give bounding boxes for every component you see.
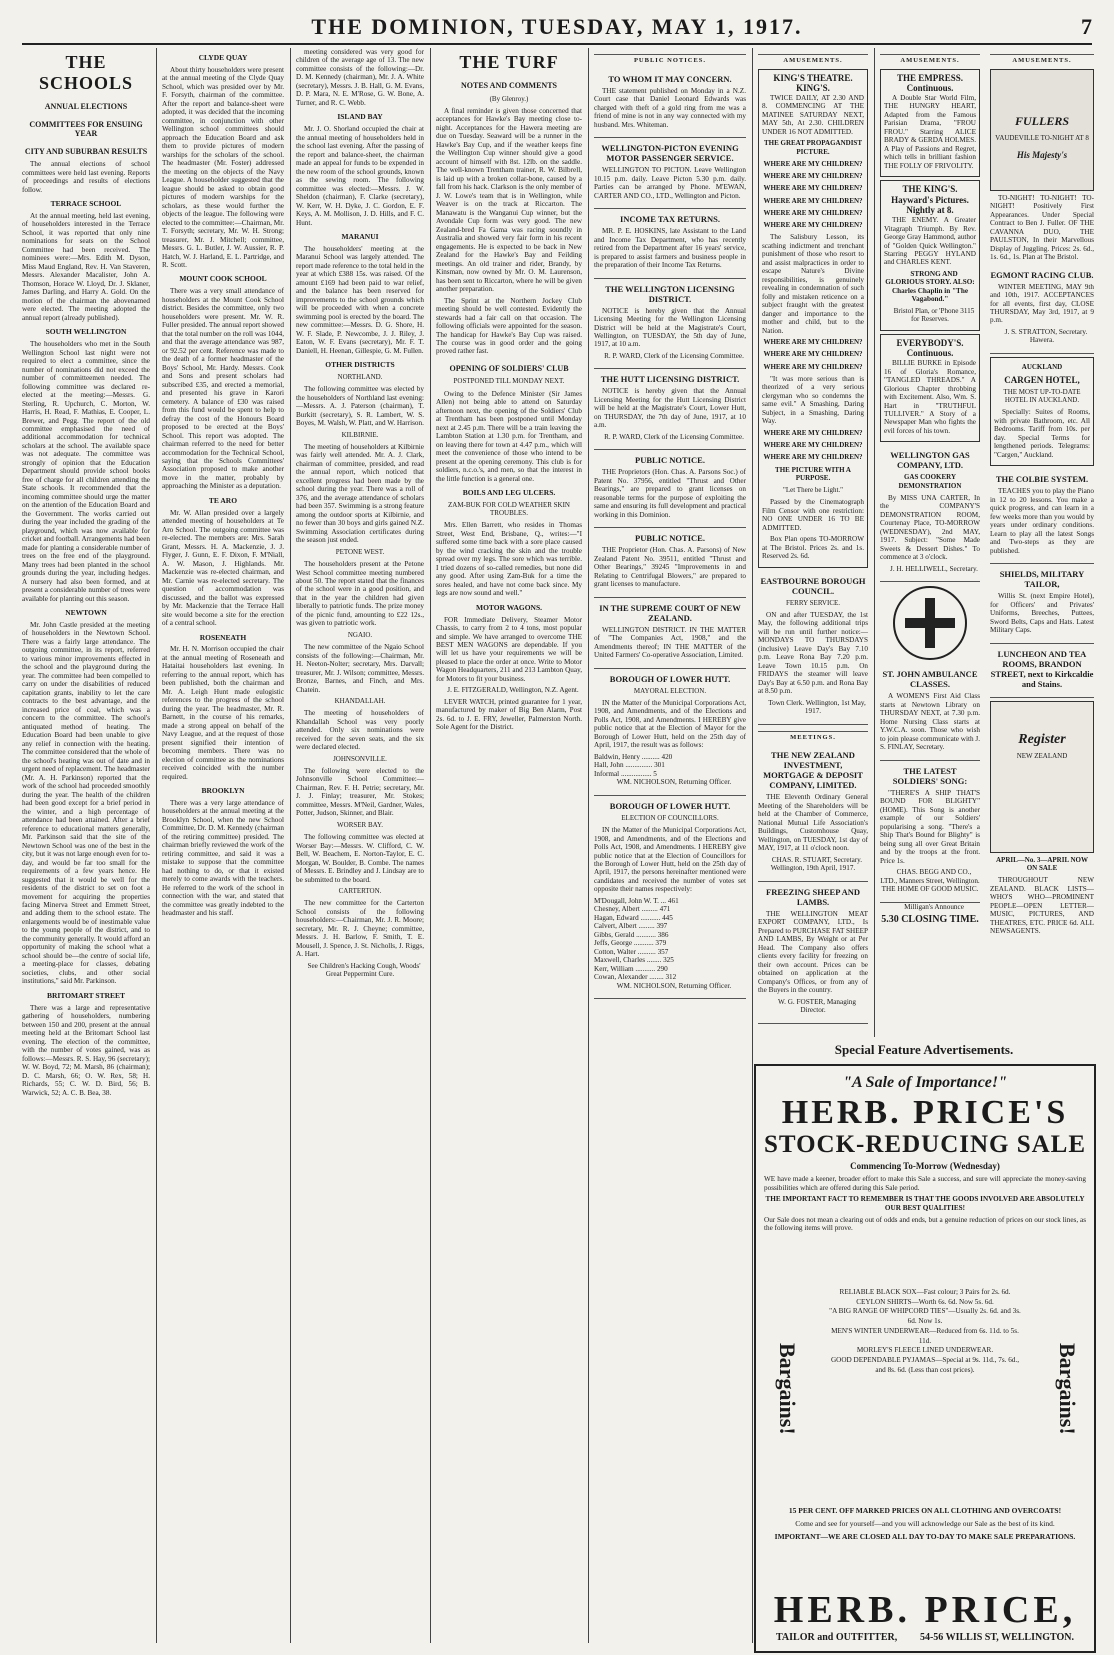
closing-time: 5.30 CLOSING TIME. [881,914,979,926]
ngaio-heading: NGAIO. [347,630,373,639]
feature-line: WHERE ARE MY CHILDREN? [763,362,863,371]
advert-prices: Bristol Plan, or 'Phone 3115 for Reserves. [893,306,975,324]
schools-column-2 [162,48,284,1643]
closed-notice: IMPORTANT—WE ARE CLOSED ALL DAY TO-DAY TO MAKE SALE PREPARATIONS. [774,1532,1076,1541]
notice-text: MR. P. E. HOSKINS, late Assistant to the Land and Income Tax Department, who has recently retired from the Department after 16 years' service, is prepared to assist farmers and business people in the preparation of their Income Tax Returns. [594,227,746,270]
brooklyn-article: There was a very large attendance of householders at the annual meeting at the Brooklyn School, when the new School Committee, Dr. D. M. Kennedy (chairman of the retiring committee) presided. The chairman briefly reviewed the work of the retiring committee, and said it was a mistake to suppose that the committee had nothing to do, or that it existed merely to come awards with the teachers. He referred to the work of the school in connection with the war, and stated that the committee was greatly indebted to the headmaster and his staff. [162,799,284,918]
notice-title: THE LATEST SOLDIERS' SONG: [892,765,968,786]
notice-title: WELLINGTON-PICTON EVENING MOTOR PASSENGER SERVICE. [601,143,739,164]
discount-line: 15 PER CENT. OFF MARKED PRICES ON ALL CLOTHING AND OVERCOATS! [788,1506,1062,1515]
sale-text: Our Sale does not mean a clearing out of odds and ends, but a genuine reduction of prices on our stock lines, as the following items will prove. [764,1215,1086,1233]
advert-title: KING'S THEATRE. KING'S. [773,72,853,94]
milligans-announce: Milligan's Announce [904,902,964,911]
ngaio-article: The new committee of the Ngaio School consists of the following:—Chairman, Mr. H. Neeton-Nolter; secretary, Mrs. Darvall; treasurer, Mr. J. Wilson; committee, Messrs. Bronze, Barnes, and Finch, and Mrs. Chatein. [296,643,424,694]
footer-row [756,1632,1094,1643]
advert-text: "It was more serious than is theorized of a very serious clergyman who so condemns the same evil." A Smashing, Daring Subject, in a Smashing, Daring Way. [762,374,864,426]
notice-title: BOROUGH OF LOWER HUTT. [609,673,731,684]
sale-importance: "A Sale of Importance!" [843,1074,1007,1091]
city-name: AUCKLAND [1021,362,1063,371]
result-line: Baldwin, Henry .......... 420 [594,752,673,761]
notice-text: NOTICE is hereby given that the Annual Licensing Meeting for the Wellington Licensing District will be held at the Magistrate's Court, Wellington, on TUESDAY, the 5th day of June, 1917, at 10 a.m. [594,306,746,349]
register-subtitle: NEW ZEALAND [1016,751,1068,760]
notice-text: THE Proprietors (Hon. Chas. A. Parsons Soc.) of Patent No. 37956, entitled "Thrust and Other Bearings," are prepared to grant licenses on reasonable terms for the purpose of exploiting the same and ensuring its full development and practical working in this Dominion. [594,468,746,519]
notice [594,69,746,138]
khandallah-heading: KHANDALLAH. [334,697,386,706]
notice-text: WELLINGTON DISTRICT. IN THE MATTER of "The Companies Act, 1908," and the Amendments thereof; IN THE MATTER of the United Farmers' Co-operative Association, Limited. [594,625,746,660]
turf-article: A final reminder is given those concerned that acceptances for Hawke's Bay meeting close to-night. Acceptances for the Hawera meeting are due on Tuesday. Seaward will be a runner in the Hawke's Bay Cup, and if the weather keeps fine the Wellington Cup winner should give a good account of himself with 8st. 12lb. on the saddle. The well-known Trentham trainer, R. W. Bilbrell, is laid up with a broken collar-bone, caused by a fall from his hack. Clarkson is the only member of J. W. Lowe's team that is in Wellington, while Weaver is on the track at Riccarton. The Manawatu is the Wanganui Cup winner, but the Avondale Cup form was very good. The new Zealand-bred Fa Gama was racing soundly in Australia and showed very fair form in his recent engagements. He is expected to be back in New Zealand for the Hawke's Bay and Feilding meetings. An old trainer and rider, Brandy, by Kinsman, now owned by Mr. O. M. Laurenson, has been sent to Riccarton, where he will be given another preparation. [436,106,582,294]
register-illustration [990,701,1094,853]
advert-title: THE KING'S. Hayward's Pictures. Nightly at 8. [891,184,969,216]
fullers-logo [990,69,1094,191]
tailor-label: TAILOR and OUTFITTER, [776,1632,898,1643]
notice-text: IN the Matter of the Municipal Corporations Act, 1908, and Amendments, and of the Elections and Polls Act, 1908, and Amendments. I HEREBY give public notice that at the Election of Mayor for the Borough of Lower Hutt, held on the 25th day of April, 1917, the result was as follows: [594,698,746,750]
everybodys-advert [880,334,980,443]
notice-subtitle: FERRY SERVICE. [785,598,841,607]
notice-title: EASTBOURNE BOROUGH COUNCIL. [760,575,866,596]
notice-title: PUBLIC NOTICE. [635,533,705,544]
hotel-tagline: THE MOST UP-TO-DATE HOTEL IN AUCKLAND. [1003,387,1081,405]
carterton-heading: CARTERTON. [338,887,382,896]
hotel-text: Specially: Suites of Rooms, with private Bathroom, etc. All Bedrooms. Tariff from 10s. per day. Special Terms for lengthened periods. Telegrams: "Cargen," Auckland. [994,408,1090,459]
column-divider [290,48,291,1643]
notice-title: EGMONT RACING CLUB. [990,269,1094,280]
notice [594,598,746,669]
notice-signature: WM. NICHOLSON, Returning Officer. [616,981,732,990]
fullers-name: FULLERS [1014,113,1069,128]
come-see-line: Come and see for yourself—and you will acknowledge our Sale as the best of its kind. [795,1519,1055,1528]
notice [594,450,746,528]
feature-line: WHERE ARE MY CHILDREN? [763,159,863,168]
clyde-quay-article: About thirty householders were present at the annual meeting of the Clyde Quay School, which was presided over by Mr. F. Forsyth, chairman of the committee. After the report and balance-sheet were adopted, it was decided that the incoming committee, in conjunction with other Wellington school committees should approach the Education Board and ask them to provide pictures of modern warships for the scholars of the school. The headmaster (Mr. Foster) addressed the meeting on the objects of the Navy League. A householder suggested that the league should be asked to obtain good pictures of modern warships for the scholars, as these would further the objects of the league. The following were elected to the committee:—Chairman, Mr. T. Forsyth; secretary, Mr. W. H. Strong; treasurer, Mr. J. Mitchell; committee, Messrs. G. L. Butler, J. W. Aussier, R. P. Hatch, W. J. Harland, E. L. Partridge, and R. Scott. [162,65,284,269]
turf-column [436,48,582,1643]
page-number: 7 [1081,14,1092,39]
cargen-hotel-advert [990,357,1094,466]
soldiers-club-article: Owing to the Defence Minister (Sir James Allen) not being able to attend on Saturday afternoon next, the opening of the Soldiers' Club at Trentham has been postponed until Monday next at 2.45 p.m. There will be a train leaving the Lambton Station at 1.30 p.m. for Trentham, and on leaving there for town at 4.47 p.m., which will meet the convenience of those who intend to be present at the opening ceremony. This club is for soldiers, n.c.o.'s, and men, so that the interest in the little function is a general one. [436,389,582,483]
notice [594,279,746,370]
soldiers-song-notice [880,761,980,903]
feature-line: WHERE ARE MY CHILDREN? [763,172,863,181]
column-divider [752,48,753,1643]
notice-signature: CHAS. R. STUART, Secretary. Wellington, 19th April, 1917. [770,855,863,873]
feature-line: WHERE ARE MY CHILDREN? [763,221,863,230]
britomart-article: There was a large and representative gathering of householders, numbering between 150 and 200, present at the annual meeting held at the Britomart School last evening. The election of the committee, with the number of votes gained, was as follows:—Messrs. R. S. Hay, 96 (secretary); W. W. Boyd, 72; M. Marsh, 86 (chairman); D. C. Marsh, 66; O. W. Rex, 58; H. Richards, 55; C. W. D. Bird, 56; B. Warwick, 52; A. C. B. Bea, 38. [22,1003,150,1097]
notice-subtitle: GAS COOKERY DEMONSTRATION [898,473,962,490]
special-feature-heading: Special Feature Advertisements. [834,1042,1014,1057]
amusements-column [758,48,868,1038]
notice-text: THE WELLINGTON MEAT EXPORT COMPANY, LTD., Is Prepared to PURCHASE FAT SHEEP AND LAMBS, By Weight or at Per Head. The Company also offers clients every facility for freezing on their own account. Prices can be obtained on application at the Company's Offices, or from any of the Buyers in the country. [758,909,868,995]
turf-article-2: The Sprint at the Northern Jockey Club meeting should be well contested. Evidently the stewards had a fair call on that occasion. The following officials were appointed for the season. The handicap for Hawke's Bay Cup was raised. The course was in good order and the going proved rather fast. [436,296,582,356]
soldiers-club-heading: OPENING OF SOLDIERS' CLUB [449,363,569,373]
ambulance-notice [880,664,980,760]
boils-subheading: ZAM-BUK FOR COLD WEATHER SKIN TROUBLES. [448,500,570,518]
his-majestys-line: His Majesty's [1016,149,1068,160]
kings-pictures-advert [880,180,980,331]
roseneath-heading: ROSENEATH [199,632,247,642]
notice-title: THE COLBIE SYSTEM. [995,474,1089,485]
worser-bay-heading: WORSER BAY. [337,820,383,829]
herb-price-footer [756,1588,1094,1643]
notice-text: IN the Matter of the Municipal Corporations Act, 1908, and Amendments, and of the Elections and Polls Act, 1908, and Amendments. I HEREBY give public notice that at the Election of Councillors for the Borough of Lower Hutt, held on the 25th day of April, 1917, the persons hereinafter mentioned were candidates and received the number of votes set opposite their names respectively: [594,826,746,894]
petone-article: The householders present at the Petone West School committee meeting numbered about 50. The report stated that the finances of the school were in a good position, and that in the year the children had given liberally to patriotic funds. The prize money of the picnic fund, amounting to £22 12s., was given to patriotic work. [296,560,424,628]
notice-subtitle: ELECTION OF COUNCILLORS. [621,813,719,822]
notice-title: BOROUGH OF LOWER HUTT. [609,800,731,811]
notice-signature: Town Clerk. Wellington, 1st May, 1917. [768,698,866,716]
clyde-quay-heading: CLYDE QUAY [198,53,248,62]
notice-text: ON and after TUESDAY, the 1st May, the following additional trips will be run until further notice:— MONDAYS TO THURSDAYS (inclusive) Leave Day's Bay 7.10 p.m. Leave Rona Bay 7.20 p.m. Leave Town 10.15 p.m. On FRIDAYS the steamer will leave Day's Bay at 6.50 p.m. and Rona Bay at 8.50 p.m. [758,610,868,696]
column-divider [874,48,875,1037]
lever-watch-advert: LEVER WATCH, printed guarantee for 1 year, manufactured by maker of Big Ben Alarm, Post 2s. 6d. to J. E. FRY, Jeweller, Palmerston North. Sole Agent for the District. [436,697,582,732]
notice-text: By MISS UNA CARTER, In the COMPANY'S DEMONSTRATION ROOM, Courtenay Place, TO-MORROW (WEDNESDAY), 2nd MAY, 1917. Subject: "Some Made Sweets & Dessert Dishes." To commence at 3 o'clock. [880,493,980,562]
notice-title: PUBLIC NOTICE. [635,455,705,466]
cough-advert: See Children's Hacking Cough, Woods' Great Peppermint Cure. [307,961,421,979]
notice-text: A WOMEN'S First Aid Class starts at Newtown Library on THURSDAY NEXT, at 7.30 p.m. Home Nursing Class starts at Y.W.C.A. soon. Those who wish to join please communicate with J. S. FINLAY, Secretary. [880,692,980,752]
colbie-notice [990,469,1094,564]
egmont-racing-notice [990,265,1094,354]
bargains-side-label: Bargains! [1055,1342,1080,1435]
notice-text: TEACHES you to play the Piano in 12 to 20 lessons. You make a quick progress, and can learn in a few weeks more than you would by years under ordinary conditions. Learn to play all the latest Songs and Two-steps as they are published. [990,487,1094,555]
kings-theatre-advert [758,69,868,568]
te-aro-article: Mr. W. Allan presided over a largely attended meeting of householders at Te Aro School. The outgoing committee was re-elected. The members are: Mrs. Sarah Grant, Messrs. H. A. Mackenzie, J. J. Flyger, J. Gunn, E. F. Dixon, F. M'Niall, A. W. Mason, J. Highlands. Mr. Mackenzie was re-elected chairman, and Mr. Carnie was re-elected secretary. The question of accommodation was discussed, and the ballot was expressed by Mr. Mackenzie that the Terrace Hall site would become a site for the erection of a central school. [162,508,284,628]
sale-item: GOOD DEPENDABLE PYJAMAS—Special at 9s. 11d., 7s. 6d., and 8s. 6d. (Less than cost prices). [830,1356,1019,1374]
notice-text: WINTER MEETING, MAY 9th and 10th, 1917. ACCEPTANCES for all events, first day, CLOSE THURSDAY, May 3rd, 1917, at 9 p.m. [990,282,1094,325]
st-john-ambulance-emblem [893,586,967,660]
feature-line: WHERE ARE MY CHILDREN? [763,338,863,347]
advert-text: Passed by the Cinematograph Film Censor with one restriction: NO ONE UNDER 16 TO BE ADMITTED. [762,498,864,532]
notice-text: WELLINGTON TO PICTON. Leave Wellington 10.15 p.m. daily. Leave Picton 5.30 p.m. daily. Parties can be arranged by Phone. M'EWAN, CARTER AND CO., LTD., Wellington and Picton. [594,166,746,200]
motor-wagons-signature: J. E. FITZGERALD, Wellington, N.Z. Agent. [447,686,579,695]
soldiers-club-subheading: POSTPONED TILL MONDAY NEXT. [453,377,565,386]
bargains-side-label: Bargains! [775,1342,800,1435]
advert-text: A Double Star World Film, THE HUNGRY HEART, Adapted from the Famous Parisian Drama, "FROU FROU." Starring ALICE BRADY & GERDA HOLMES. A Play of Passions and Regret, which tells in brilliant fashion THE FOLLY OF FRIVOLITY. [884,93,976,170]
advert-text: BILLIE BURKE in Episode 16 of Gloria's Romance, "TANGLED THREADS." A Glorious Chapter throbbing with Excitement. Also, Wm. S. Hart in "TRUTHFUL TULLIVER." A Story of a Newspaper Man who fights the evil forces of his town. [884,359,976,435]
meeting-notice [758,745,868,881]
sale-item: "A BIG RANGE OF WHIPCORD TIES"—Usually 2s. 6d. and 3s. 6d. Now 1s. [829,1307,1021,1326]
notice-subtitle: MAYORAL ELECTION. [633,686,707,695]
feature-line: WHERE ARE MY CHILDREN? [763,441,863,450]
sale-important: THE IMPORTANT FACT TO REMEMBER IS THAT THE GOODS INVOLVED ARE ABSOLUTELY OUR BEST QUALITIES! [765,1195,1085,1212]
sale-intro [756,1175,1094,1233]
result-line: Cowan, Alexander ........ 312 [594,973,677,982]
northland-article: The following committee was elected by the householders of Northland last evening:—Messrs. A. J. Paterson (chairman), T. Burkitt (secretary), S. R. Lambert, W. S. Boyes, M. Walsh, W. Platt, and W. Harrison. [296,385,424,428]
result-line: Cotton, Walter .......... 357 [594,947,669,956]
advert-text: TWICE DAILY, AT 2.30 AND 8. COMMENCING AT THE MATINEE SATURDAY NEXT, MAY 5th, At 2.30. CHILDREN UNDER 16 NOT ADMITTED. [762,93,864,136]
maranui-heading: MARANUI [341,232,379,242]
result-line: M'Dougall, John W. T. ... 461 [594,896,679,905]
newspaper-title: THE DOMINION, TUESDAY, MAY 1, 1917. [311,14,803,39]
te-aro-heading: TE ARO [208,495,238,505]
public-notices-column [594,48,746,1643]
notice [594,528,746,597]
notice-text: THE Proprietor (Hon. Chas. A. Parsons) of New Zealand Patent No. 39511, entitled "Thrust and Other Bearings," 39245 "Improvements in and Relating to Centrifugal Blowers," are prepared to grant licenses to manufacture. [594,546,746,589]
feature-line: WHERE ARE MY CHILDREN? [763,428,863,437]
result-line: Gibbs, Gerald ........... 386 [594,930,669,939]
newtown-heading: NEWTOWN [65,608,107,618]
notice-title: THE HUTT LICENSING DISTRICT. [600,374,740,385]
feature-line: WHERE ARE MY CHILDREN? [763,208,863,217]
south-wellington-heading: SOUTH WELLINGTON [45,327,127,337]
schools-column [22,48,150,1643]
result-line: Kerr, William ........... 290 [594,964,668,973]
notice-text: THE statement published on Monday in a N.Z. Court case that Daniel Leonard Edwards was charged with theft of a gold ring from me was a friend of mine is not in any way connected with my husband. Mrs. Whiteman. [594,86,746,129]
turf-subheading: NOTES AND COMMENTS [460,81,557,91]
public-notices-heading: PUBLIC NOTICES. [594,54,746,65]
sale-items-list [826,1288,1024,1375]
schools-column-3 [296,48,424,1643]
notice-signature: W. G. FOSTER, Managing Director. [778,997,856,1015]
notice-signature: J. H. HELLIWELL, Secretary. [890,564,978,573]
brooklyn-continued: meeting considered was very good for children of the average age of 13. The new committee consists of the following:—Dr. D. M. Kennedy (chairman), Mr. J. A. White (secretary), Messrs. J. B. Hall, G. M. Evans, D. P. Mara, N. E. M'Rose, G. W. Bone, A. Turner, and R. C. Webb. [296,48,424,107]
booking-text: Box Plan opens TO-MORROW at The Bristol. Prices 2s. and 1s. Reserved 2s. 6d. [762,535,864,561]
notice-signature: R. P. WARD, Clerk of the Licensing Committee. [604,351,744,360]
advert-subtitle: THE GREAT PROPAGANDIST PICTURE. [763,139,862,156]
worser-bay-article: The following committee was elected at Worser Bay:—Messrs. W. Clifford, C. W. Bell, W. Beachem, E. Norton-Taylor, E. C. Morgan, W. Boulder, B. Combe. The names of Messrs. E. Brindley and J. Lindsay are to be submitted to the board. [296,833,424,884]
notice [594,796,746,999]
northland-heading: NORTHLAND. [337,373,383,382]
advert-text: THE ENEMY. A Greater Vitagraph Triumph. By Rev. George Gray Hammond, author of "Golden Quick Wellington." Starring PEGGY HYLAND and CHARLES KENT. [884,216,976,267]
purpose-line: THE PICTURE WITH A PURPOSE. [775,465,851,482]
tagline: "Let There be Light." [782,486,843,495]
sale-text: WE have made a keener, broader effort to make this Sale a success, and sure will appreciate the money-saving possibilities which are offered during this Sale period. [764,1175,1086,1192]
herb-price-advert [754,1064,1096,1653]
gas-company-notice [880,445,980,582]
military-tailor-notice [990,564,1094,643]
feature-line: WHERE ARE MY CHILDREN? [763,453,863,462]
britomart-heading: BRITOMART STREET [46,990,126,1000]
result-line: Hall, John ............... 301 [594,761,665,770]
advert-title: THE EMPRESS. Continuous. [896,72,963,94]
result-line: Jeffs, George ........... 379 [594,939,667,948]
notice-title: FREEZING SHEEP AND LAMBS. [766,886,860,907]
fullers-text: TO-NIGHT! TO-NIGHT! TO-NIGHT! Positively First Appearances. Under Special Contract to Ben J. Fuller. OF THE CAVANNA DUO, THE PAULSTON, In their Marvellous Display of Juggling. Prices: 2s. 6d., 1s. 6d., 1s. Plan at The Bristol. [990,193,1094,262]
results-heading: CITY AND SUBURBAN RESULTS [24,146,148,156]
result-line: Chesney, Albert ......... 471 [594,905,671,914]
turf-byline: (By Glenroy.) [489,94,529,103]
hotel-name: CARGEN HOTEL, [1004,375,1080,386]
boils-article: Mrs. Ellen Barrett, who resides in Thomas Street, West End, Brisbane, Q., writes:—"I suffered some time back with a sore place caused by the wind cracking the skin and the trouble spread over my legs. The sore which was terrible. I tried dozens of so-called remedies, but none did any good. After using Zam-Buk for a time the sores healed, and have not come back since. My legs are now sound and well." [436,521,582,598]
notice-title: IN THE SUPREME COURT OF NEW ZEALAND. [599,602,741,623]
notice-title: THE NEW ZEALAND INVESTMENT, MORTGAGE & DEPOSIT COMPANY, LIMITED. [763,750,863,791]
motor-wagons-heading: MOTOR WAGONS. [476,602,542,612]
carterton-article: The new committee for the Carterton School consists of the following householders:—Chairman, Mr. J. R. Moore; secretary, Mr. R. J. Cheyne; committee, Messrs. J. H. Barlow, F. Smith, T. E. Mousell, J. Spence, J. St. Nicholls, J. Riggs, A. Hart. [296,899,424,959]
notice [594,138,746,209]
kilbirnie-article: The meeting of householders at Kilbirnie was fairly well attended. Mr. A. J. Clark, chairman of committee, presided, and read the annual report, which noticed that excellent progress had been made by the school during the year. There was a roll of 376, and the average attendance of scholars had been 357. Swimming is a strong feature among the outdoor sports at Kilbirnie, and no fewer than 30 boys and girls gained N.Z. Swimming Association certificates during the season just ended. [296,442,424,545]
freezing-notice [758,882,868,1024]
khandallah-article: The meeting of householders of Khandallah School was very poorly attended. Only six nominations were received for the seven seats, and the six were declared elected. [296,709,424,752]
herb-price-footer-name: HERB. PRICE, [773,1589,1077,1631]
feature-line: WHERE ARE MY CHILDREN? [763,350,863,359]
notice-title: TO WHOM IT MAY CONCERN. [608,73,732,84]
johnsonville-article: The following were elected to the Johnsonville School Committee:—Chairman, Rev. F. H. Petrie; secretary, Mr. J. J. Finlay; treasurer, Mr. Stokes; committee, Messrs. M'Neil, Gardner, Wales, Potter, Judson, Skinner, and Blair. [296,766,424,818]
notice-text: "THERE'S A SHIP THAT'S BOUND FOR BLIGHTY" (HOME). This Song is another example of our Soldiers' popularising a song. "There's a Ship That's Bound for Blighty" is being sung all over Great Britain and by the troops at the front. Price 1s. [880,788,980,865]
herb-price-name: HERB. PRICE'S [781,1094,1069,1131]
result-line: Hagan, Edward ........... 445 [594,913,673,922]
sale-footer-text [764,1506,1086,1541]
notice-title: LUNCHEON AND TEA ROOMS, BRANDON STREET, next to Kirkcaldie and Stains. [990,648,1094,689]
petone-heading: PETONE WEST. [335,547,385,556]
sale-item: RELIABLE BLACK SOX—Fast colour; 3 Pairs for 2s. 6d. [839,1288,1011,1296]
schools-intro: The annual elections of school committees were held last evening. Reports of proceedings and results of elections follow. [22,160,150,194]
address-label: 54-56 WILLIS ST, WELLINGTON. [919,1632,1074,1643]
maranui-article: The householders' meeting at the Maranui School was largely attended. The report made reference to the total held in the year at which £388 15s. was raised. Of the amount £169 had been paid to war relief, and the balance has been reserved for improvements to the school grounds which will be proceeded with when a concrete swimming pool is erected by the board. The new committee:—Messrs. D. G. Shore, H. W. F. Slade, P. Newcombe, J. J. Riley, J. Eaton, W. F. Evans (secretary), Mr. F. T. Daniell, H. Heenan, Gillespie, G. M. Fullen. [296,244,424,355]
masthead-rule [22,43,1092,45]
amusements-heading: AMUSEMENTS. [880,54,980,65]
notice-title: ST. JOHN AMBULANCE CLASSES. [882,669,978,690]
newtown-article: Mr. John Castle presided at the meeting of householders in the Newtown School. There was a fairly large attendance. The outgoing committee, in its report, referred to various minor improvements effected in the school and the playground during the year. The committee had been compelled to carry on under the disabilities of reduced capitation grants, inability to let the care contracts to the best advantage, and the increased price of coal, which was a concern to the committee. The school's antiquated method of heating. The Education Board had been unable to give any relief in connection with the heating. The committee considered that the whole of the school's heating was out of date and in urgent need of replacement. The headmaster (Mr. A. H. Parkinson) reported that the work of the school had proceeded smoothly during the year. The health of the children had been good except for a brief period in the winter, and a high percentage of attendance had been attained. After a brief reference to educational matters generally, Mr. Parkinson said that the site of the Newtown School was one of the best in the city, but it was not large enough even for to-day, and would be far too small for the requirements of a few years hence. He suggested that it would be well for the residents of the district to set on foot a movement for acquiring the properties facing Minerva Street and Emmett Street, and adding them to the school estate. The enlargements would be of inestimable value to the young people of the district, and to the community generally. It would afford an opportunity of making the school what a school should be—the centre of social life, a meeting-place for classes, debating societies, clubs, and other social institutions," said Mr. Parkinson. [22,621,150,986]
result-line: Informal ................. 5 [594,769,657,778]
column-divider [588,48,589,1643]
advert-feature: STRONG AND GLORIOUS STORY. ALSO: Charles Chaplin in "The Vagabond." [885,269,975,304]
motor-wagons-advert: FOR Immediate Delivery, Steamer Motor Chassis, to carry from 2 to 4 tons, most popular and simple. We have arranged to overcome THE BEST MEN WAGONS are dependable. If you will let us have your requirements we will be pleased to place the order at once. Write to Motor Wagon Headquarters, 211 and 213 Lambton Quay, for Motors to fit your business. [436,615,582,683]
notice-signature: WM. NICHOLSON, Returning Officer. [616,778,732,787]
feature-line: WHERE ARE MY CHILDREN? [763,196,863,205]
turf-heading: THE TURF [459,52,559,72]
column-divider [156,48,157,1643]
sale-item: MEN'S WINTER UNDERWEAR—Reduced from 6s. 11d. to 5s. 11d. [831,1326,1019,1345]
sale-item: MORLEY'S FLEECE LINED UNDERWEAR. [856,1346,994,1355]
luncheon-notice [990,644,1094,698]
south-wellington-article: The householders who met in the South Wellington School last night were not required to elect a committee, since the number of nominations did not exceed the number of committeemen needed. The following committee was declared re-elected at the meeting:—Messrs. G. Sterling, R. Upchurch, C. Morton, W. Harris, H. Read, F. Mathias, E. Cooper, L. Brewer, and Pegg. The report of the old committee emphasised the need of additional accommodation for technical scholars at the school. The available space was not adequate. The committee was strongly of opinion that the Education Department should provide school books free of charge for all children attending the State schools. It recommended that the incoming committee should urge the matter on the attention of the Education Board and the Government. The works carried out during the year included the grading of the playground, which was now available for cricket and football. Arrangements had been made for planting a considerable number of trees on the free end of the playground. Many trees had been planted in the school grounds during the year, including hedges. A nursery had also been formed, and at present a considerable number of trees were available for planting out this season. [22,340,150,603]
mount-cook-heading: MOUNT COOK SCHOOL [179,274,267,284]
notice-text: NOTICE is hereby given that the Annual Licensing Meeting for the Hutt Licensing District will be held at the Magistrate's Court, Lower Hutt, on THURSDAY, the 7th day of June, 1917, at 10 a.m. [594,387,746,430]
committees-heading: COMMITTEES FOR ENSUING YEAR [29,119,143,139]
terrace-article: At the annual meeting, held last evening, of householders interested in the Terrace School, it was reported that only nine nominations for seats on the School Committee had been received. The nominees were:—Mrs. Edith M. Dyson, Miss Maud England, Rev. H. Van Staveren, Messrs. Alexander Macalister, John A. Thomson, Horace W. Lloyd, Dr. J. Sklaner, James Darling, and Harry A. Gold. On the motion of the chairman the abovenamed were elected. The meeting adopted the annual report (already published). [22,212,150,322]
column-divider [430,48,431,1643]
amusements-heading: AMUSEMENTS. [990,54,1094,65]
notice-title: WELLINGTON GAS COMPANY, LTD. [890,450,970,471]
register-title: Register [1018,731,1066,747]
amusements-column-2 [880,48,980,1033]
ferry-notice [758,571,868,725]
empress-advert [880,69,980,178]
register-text: THROUGHOUT NEW ZEALAND. BLACK LISTS—WHO'S WHO—PROMINENT PEOPLE—OPEN LETTER—MUSIC, PICTURES, AND THEATRES, ETC. PRICE 6d. ALL NEWSAGENTS. [990,876,1094,936]
island-bay-heading: ISLAND BAY [337,112,383,122]
sale-start: Commencing To-Morrow (Wednesday) [850,1161,1000,1171]
advert-text: The Salisbury Lesson, its scathing indictment and trenchant punishment of those who resort to and assist malpractices in order to escape Nature's Divine responsibilities, is genuinely revealing in condemnation of such folly and mistaken reticence on a subject fraught with the greatest danger and importance to the mother and child, but to the Nation. [762,233,864,335]
meetings-heading: MEETINGS. [758,731,868,742]
notice-signature: J. S. STRATTON, Secretary. Hawera. [1004,327,1088,345]
stock-reducing-sale: STOCK-REDUCING SALE [763,1131,1087,1158]
notice-signature: R. P. WARD, Clerk of the Licensing Committee. [604,432,744,441]
roseneath-article: Mr. H. N. Morrison occupied the chair at the annual meeting of Roseneath and Hataitai householders last evening. In referring to the annual report, which has been published, both the chairman and Mr. A. Leigh Hunt made eulogistic references to the progress of the school during the year. The headmaster, Mr. R. Barnett, in the course of his remarks, made a strong appeal on behalf of the Navy League, and at the request of those present signified their intention of becoming members. There was no election of committee as the nominations received coincided with the number required. [162,645,284,781]
annual-elections-heading: ANNUAL ELECTIONS [44,102,128,112]
notice-signature: CHAS. BEGG AND CO., LTD., Manners Street, Wellington. THE HOME OF GOOD MUSIC. [880,868,980,894]
advert-title: EVERYBODY'S. Continuous. [896,337,964,359]
sale-item: CEYLON SHIRTS—Worth 6s. 6d. Now 5s. 6d. [856,1297,994,1306]
amusements-column-3 [990,48,1094,1033]
register-issue: APRIL—No. 3—APRIL NOW ON SALE [996,855,1088,872]
notice-title: INCOME TAX RETURNS. [619,214,721,225]
vaudeville-line: VAUDEVILLE TO-NIGHT AT 8 [995,133,1089,142]
notice-title: SHIELDS, MILITARY TAILOR, [999,569,1085,590]
notice [594,369,746,450]
kilbirnie-heading: KILBIRNIE. [341,430,379,439]
feature-line: WHERE ARE MY CHILDREN? [763,184,863,193]
boils-heading: BOILS AND LEG ULCERS. [462,487,556,497]
result-line: Maxwell, Charles ........ 325 [594,956,674,965]
terrace-heading: TERRACE SCHOOL [50,199,122,209]
johnsonville-heading: JOHNSONVILLE. [333,754,387,763]
notice-title: THE WELLINGTON LICENSING DISTRICT. [605,283,735,304]
brooklyn-heading: BROOKLYN [201,786,245,796]
mount-cook-article: There was a very small attendance of householders at the Mount Cook School district. Besides the committee, only two householders were present. Mr. W. R. Fuller presided. The annual report showed that the total number on the roll was 1044, and that the average attendance was 987, or 92.52 per cent. Reference was made to the death of a former headmaster of the Boys' School, Mr. Hardy. Messrs. Cook and Sons and present scholars had subscribed £35, and erected a memorial, and presented his grave in Karori cemetery. A balance of £30 was raised from this fund would be spent to help to defray the cost of the Honours Board proposed to be erected at the Boys' School. This report was adopted. The chairman referred to the need for better accommodation for the Technical School, saying that the Schools Committees' Association proposed to make another move in the matter, probably by approaching the Minister as a deputation. [162,287,284,491]
amusements-heading: AMUSEMENTS. [758,54,868,65]
notice-text: THE Eleventh Ordinary General Meeting of the Shareholders will be held at the Chamber of Commerce, National Mutual Life Association's Buildings, Customhouse Quay, Wellington, on TUESDAY, 1st day of MAY, 1917, at 11 o'clock noon. [758,793,868,853]
notice [594,209,746,278]
result-line: Calvert, Albert ......... 397 [594,922,668,931]
island-bay-article: Mr. J. O. Shorland occupied the chair at the annual meeting of householders held in the school last evening. After the passing of the report and balance-sheet, the chairman made an appeal for funds to be expended in the new room of the school grounds, known as the sewing room. The following committee was elected:—Messrs. J. W. Sheldon (chairman), F. Clarke (secretary), W. Kerr, W. H. Dyke, J. C. Gordon, E. F. Keys, A. M. Mollison, J. D. Hills, and F. C. Hunt. [296,125,424,227]
notice [594,669,746,796]
masthead [0,0,1114,46]
other-districts-heading: OTHER DISTRICTS [325,360,395,370]
notice-text: Willis St. (next Empire Hotel), for Officers' and Privates' Uniforms, Breeches, Puttees, Sword Belts, Caps and Hats. Latest Military Caps. [990,592,1094,635]
schools-heading: THE SCHOOLS [38,52,134,94]
